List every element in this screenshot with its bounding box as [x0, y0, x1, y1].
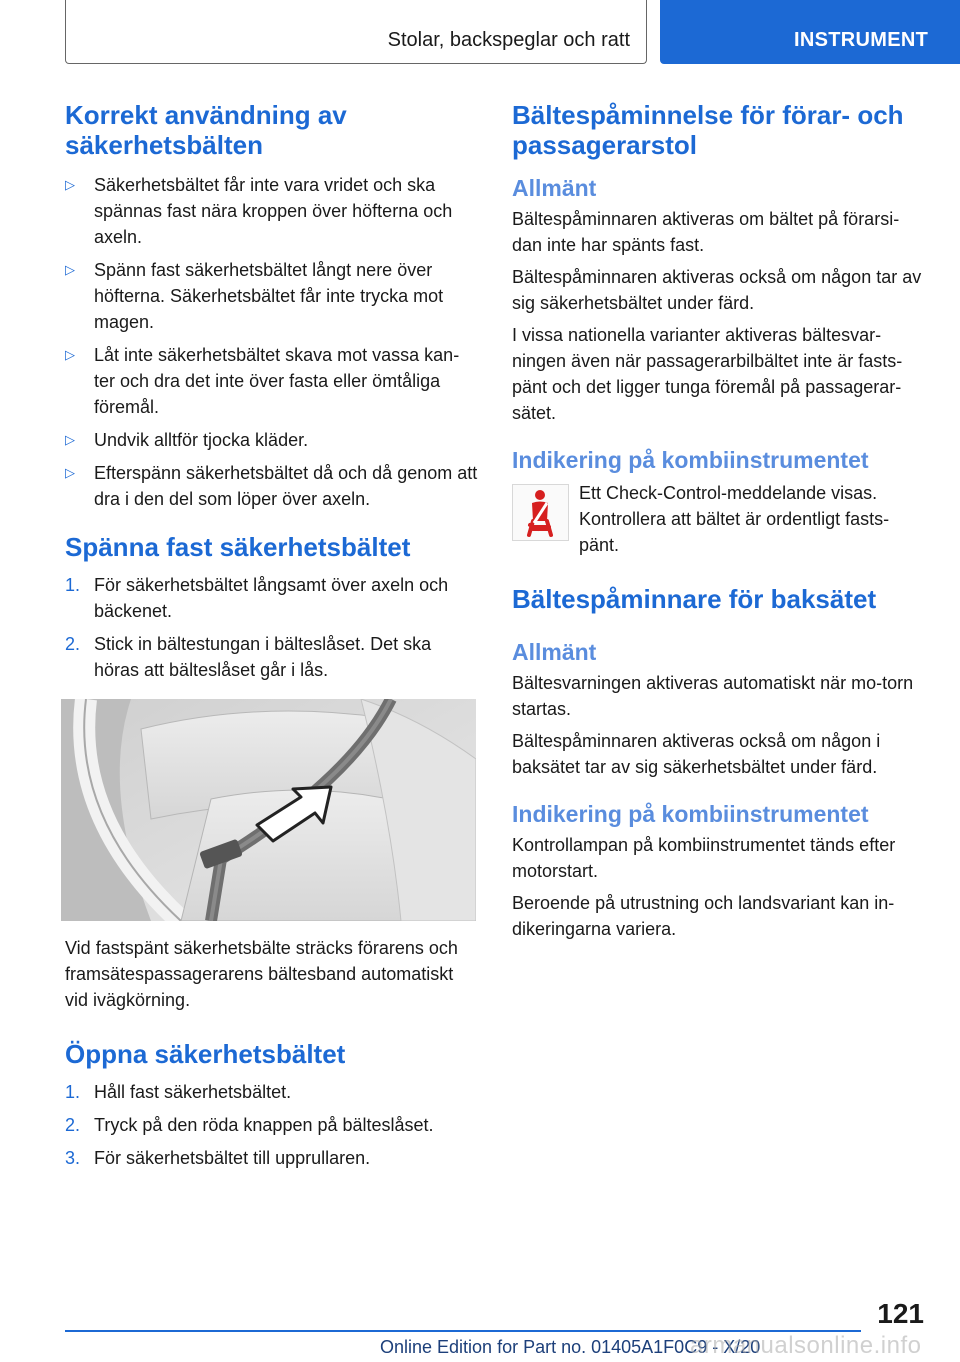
- seatbelt-illustration: [61, 699, 476, 921]
- section-title-open: Öppna säkerhetsbältet: [65, 1039, 346, 1069]
- seatbelt-photo: [61, 699, 476, 921]
- right-column: [512, 100, 927, 942]
- indicator-text: Ett Check-Control-meddelande visas. Kontrollera att bältet är ordentligt fasts-pänt.: [579, 483, 890, 555]
- subheading-indicator: Indikering på kombiinstrumentet: [512, 447, 869, 473]
- paragraph: Kontrollampan på kombiinstrumentet tänds efter motorstart.: [512, 835, 896, 881]
- list-item: ▷ Säkerhetsbältet får inte vara vridet och ska spännas fast nära kroppen över höfterna och axeln.: [65, 172, 480, 250]
- step-item: 1. För säkerhetsbältet långsamt över axeln och bäckenet.: [65, 575, 449, 621]
- subheading-indicator: Indikering på kombiinstrumentet: [512, 801, 869, 827]
- step-item: 3. För säkerhetsbältet till upprullaren.: [65, 1148, 371, 1168]
- triangle-bullet-icon: ▷: [65, 262, 75, 277]
- left-column: [65, 100, 480, 1178]
- triangle-bullet-icon: ▷: [65, 465, 75, 480]
- paragraph: Bältesvarningen aktiveras automatiskt när mo-torn startas.: [512, 673, 914, 719]
- paragraph: Bältespåminnaren aktiveras också om någon i baksätet tar av sig säkerhetsbältet under färd.: [512, 731, 881, 777]
- section-title-front-reminder: Bältespåminnelse för förar- och passagerarstol: [512, 100, 904, 160]
- section-title-fasten: Spänna fast säkerhetsbältet: [65, 532, 411, 562]
- section-title-rear-reminder: Bältespåminnare för baksätet: [512, 584, 877, 614]
- subheading-general: Allmänt: [512, 175, 597, 201]
- paragraph: Bältespåminnaren aktiveras också om någon tar av sig säkerhetsbältet under färd.: [512, 267, 922, 313]
- watermark: armanualsonline.info: [690, 1332, 922, 1359]
- breadcrumb: Stolar, backspeglar och ratt: [387, 29, 630, 51]
- subheading-general: Allmänt: [512, 639, 597, 665]
- correct-use-list: [65, 172, 480, 512]
- footer-edition: Online Edition for Part no. 01405A1F0C9 - X/20: [380, 1337, 761, 1357]
- page-number: 121: [877, 1298, 924, 1329]
- section-tab[interactable]: [660, 0, 960, 64]
- list-item: ▷ Efterspänn säkerhetsbältet då och då genom att dra i den del som löper över axeln.: [65, 460, 480, 512]
- section-tab-label: INSTRUMENT: [794, 29, 929, 51]
- paragraph: I vissa nationella varianter aktiveras bältesvar-ningen även när passagerarbilbältet inte är fasts-pänt och det ligger tunga föremål på passagerar-sätet.: [512, 325, 903, 423]
- triangle-bullet-icon: ▷: [65, 177, 75, 192]
- seatbelt-warning-icon: [512, 484, 569, 541]
- section-title-correct-use: Korrekt användning av säkerhetsbälten: [65, 100, 347, 160]
- step-item: 2. Tryck på den röda knappen på bälteslåset.: [65, 1115, 434, 1135]
- list-item: ▷ Låt inte säkerhetsbältet skava mot vassa kan-ter och dra det inte över fasta eller ömtåliga föremål.: [65, 342, 480, 420]
- list-item: ▷ Spänn fast säkerhetsbältet långt nere över höfterna. Säkerhetsbältet får inte trycka mot magen.: [65, 257, 480, 335]
- fasten-steps: [65, 572, 480, 683]
- triangle-bullet-icon: ▷: [65, 432, 75, 447]
- paragraph: Bältespåminnaren aktiveras om bältet på förarsi-dan inte har spänts fast.: [512, 209, 900, 255]
- step-item: 2. Stick in bältestungan i bälteslåset. Det ska höras att bälteslåset går i lås.: [65, 634, 432, 680]
- photo-caption: Vid fastspänt säkerhetsbälte sträcks förarens och framsätespassagerarens bältesband automatiskt vid ivägkörning.: [65, 938, 458, 1010]
- indicator-row: [512, 480, 927, 558]
- header-breadcrumb-box: [65, 0, 647, 64]
- step-item: 1. Håll fast säkerhetsbältet.: [65, 1082, 292, 1102]
- list-item: ▷ Undvik alltför tjocka kläder.: [65, 427, 480, 453]
- triangle-bullet-icon: ▷: [65, 347, 75, 362]
- paragraph: Beroende på utrustning och landsvariant kan in-dikeringarna variera.: [512, 893, 895, 939]
- open-steps: [65, 1079, 480, 1171]
